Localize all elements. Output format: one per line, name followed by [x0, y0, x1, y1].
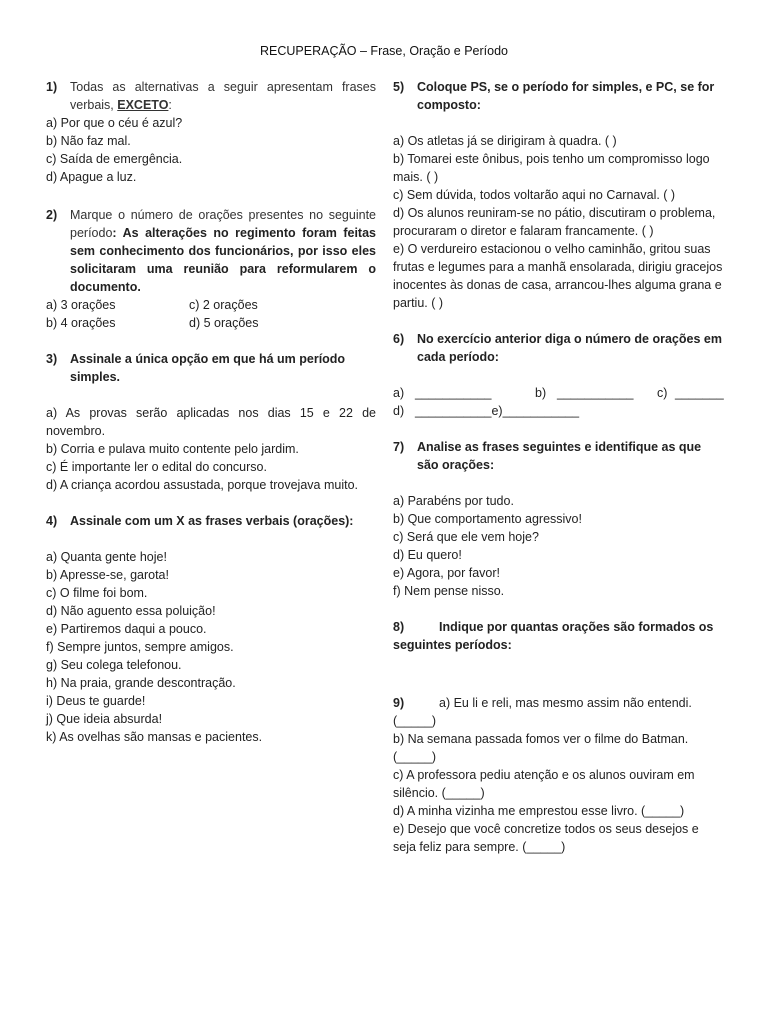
- option-a: 9) a) Eu li e reli, mas mesmo assim não entendi. (_____): [393, 696, 692, 728]
- question-4: [46, 512, 376, 746]
- answer-blank-c[interactable]: _______: [675, 386, 724, 400]
- option-d: d) Apague a luz.: [46, 170, 137, 184]
- option-b: b) Tomarei este ônibus, pois tenho um compromisso logo mais. ( ): [393, 152, 710, 184]
- right-column: [393, 78, 725, 856]
- question-number: 1): [46, 80, 58, 94]
- question-7: [393, 438, 725, 600]
- option-d: d) Os alunos reuniram-se no pátio, discutiram o problema, procuraram o diretor e falaram francamente. ( ): [393, 206, 716, 238]
- question-2-text: Marque o número de orações presentes no seguinte período: As alterações no regimento foram feitas sem conhecimento dos funcionários, por isso eles solicitaram uma reunião para reformularem o documento.: [70, 208, 376, 294]
- option-b: b) Corria e pulava muito contente pelo jardim.: [46, 442, 299, 456]
- question-6: [393, 330, 725, 420]
- question-6-text: No exercício anterior diga o número de orações em cada período:: [417, 332, 722, 364]
- question-8-text: 8) Indique por quantas orações são formados os seguintes períodos:: [393, 620, 714, 652]
- question-number: 4): [46, 514, 58, 528]
- option-c: c) 2 orações: [189, 298, 258, 312]
- question-number: 7): [393, 440, 405, 454]
- option-e: e) O verdureiro estacionou o velho caminhão, gritou suas frutas e legumes para a manhã ensolarada, dirigiu gracejos inocentes às donas de casa, arrancou-lhes alguma grana e partiu. ( ): [393, 242, 723, 310]
- question-1: [46, 78, 376, 186]
- option-b: b) Na semana passada fomos ver o filme do Batman. (_____): [393, 732, 689, 764]
- question-5: [393, 78, 725, 312]
- option-g: g) Seu colega telefonou.: [46, 658, 182, 672]
- option-c: c) É importante ler o edital do concurso.: [46, 460, 267, 474]
- option-c: c) Será que ele vem hoje?: [393, 530, 539, 544]
- option-b: b) Não faz mal.: [46, 134, 131, 148]
- answer-blank-e[interactable]: ___________: [502, 404, 580, 418]
- question-1-text: Todas as alternativas a seguir apresentam frases verbais, EXCETO:: [70, 80, 376, 112]
- label-e: e): [491, 404, 503, 418]
- question-5-text: Coloque PS, se o período for simples, e PC, se for composto:: [417, 80, 715, 112]
- question-4-text: Assinale com um X as frases verbais (orações):: [70, 514, 354, 528]
- question-7-text: Analise as frases seguintes e identifique as que são orações:: [417, 440, 702, 472]
- option-h: h) Na praia, grande descontração.: [46, 676, 236, 690]
- highlighted-word: EXCETO: [117, 98, 169, 112]
- option-b: b) 4 orações: [46, 316, 116, 330]
- question-9: [393, 694, 725, 856]
- option-c: c) Saída de emergência.: [46, 152, 183, 166]
- label-a: a): [393, 386, 405, 400]
- option-e: e) Agora, por favor!: [393, 566, 501, 580]
- option-a: a) Quanta gente hoje!: [46, 550, 167, 564]
- question-number: 2): [46, 208, 58, 222]
- question-number: 3): [46, 352, 58, 366]
- question-3-text: Assinale a única opção em que há um período simples.: [70, 352, 346, 384]
- option-a: a) Por que o céu é azul?: [46, 116, 183, 130]
- option-d: d) Não aguento essa poluição!: [46, 604, 216, 618]
- left-column: [46, 78, 376, 746]
- option-b: b) Apresse-se, garota!: [46, 568, 169, 582]
- option-d: d) Eu quero!: [393, 548, 462, 562]
- option-i: i) Deus te guarde!: [46, 694, 146, 708]
- question-2: [46, 206, 376, 332]
- answer-blank-b[interactable]: ___________: [557, 386, 634, 400]
- question-number: 6): [393, 332, 405, 346]
- question-number: 5): [393, 80, 405, 94]
- option-k: k) As ovelhas são mansas e pacientes.: [46, 730, 263, 744]
- option-c: c) A professora pediu atenção e os alunos ouviram em silêncio. (_____): [393, 768, 695, 800]
- option-d: d) 5 orações: [189, 316, 259, 330]
- answer-blanks-row: [393, 402, 725, 420]
- options-row: [46, 296, 376, 314]
- answer-blank-d[interactable]: ___________: [415, 404, 492, 418]
- option-j: j) Que ideia absurda!: [46, 712, 163, 726]
- option-d: d) A criança acordou assustada, porque trovejava muito.: [46, 478, 358, 492]
- option-c: c) O filme foi bom.: [46, 586, 148, 600]
- label-d: d): [393, 404, 405, 418]
- option-e: e) Partiremos daqui a pouco.: [46, 622, 207, 636]
- question-8: [393, 618, 725, 654]
- option-d: d) A minha vizinha me emprestou esse livro. (_____): [393, 804, 685, 818]
- answer-blanks-row: [393, 384, 725, 402]
- question-3: [46, 350, 376, 494]
- option-a: a) Os atletas já se dirigiram à quadra. ( ): [393, 134, 617, 148]
- label-c: c): [657, 386, 668, 400]
- option-b: b) Que comportamento agressivo!: [393, 512, 582, 526]
- option-a: a) 3 orações: [46, 298, 116, 312]
- answer-blank-a[interactable]: ___________: [415, 386, 492, 400]
- option-a: a) As provas serão aplicadas nos dias 15 e 22 de novembro.: [46, 406, 376, 438]
- option-c: c) Sem dúvida, todos voltarão aqui no Carnaval. ( ): [393, 188, 676, 202]
- option-e: e) Desejo que você concretize todos os seus desejos e seja feliz para sempre. (_____): [393, 822, 699, 854]
- options-row: [46, 314, 376, 332]
- option-f: f) Nem pense nisso.: [393, 584, 505, 598]
- option-a: a) Parabéns por tudo.: [393, 494, 514, 508]
- question-number: 9): [393, 696, 405, 710]
- label-b: b): [535, 386, 547, 400]
- page-title: RECUPERAÇÃO – Frase, Oração e Período: [259, 44, 508, 58]
- option-f: f) Sempre juntos, sempre amigos.: [46, 640, 234, 654]
